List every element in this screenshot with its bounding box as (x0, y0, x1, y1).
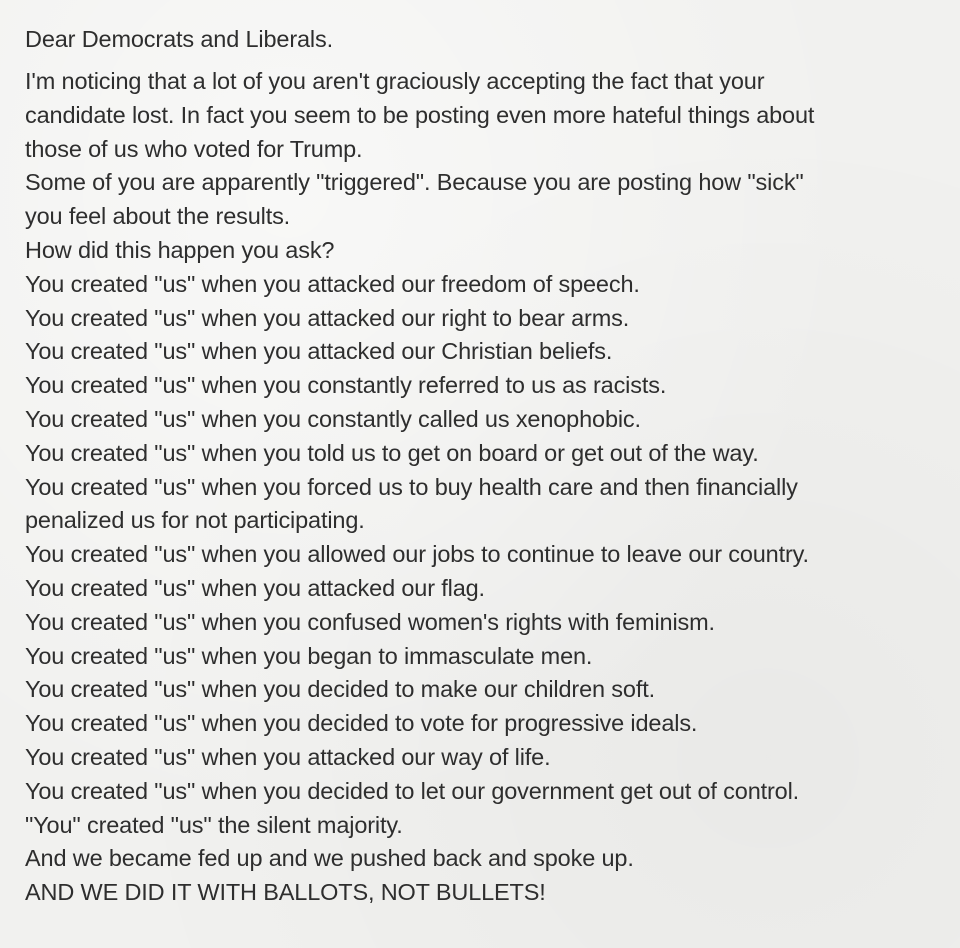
text-line: You created "us" when you constantly called us xenophobic. (25, 405, 641, 432)
text-line: You created "us" when you constantly referred to us as racists. (25, 372, 667, 399)
text-line: How did this happen you ask? (25, 236, 335, 263)
text-line: You created "us" when you confused women's rights with feminism. (25, 608, 715, 635)
text-line: "You" created "us" the silent majority. (25, 811, 403, 838)
text-line: you feel about the results. (25, 203, 291, 230)
text-line: And we became fed up and we pushed back and spoke up. (25, 845, 634, 872)
text-line: You created "us" when you decided to let our government get out of control. (25, 777, 800, 804)
text-line: You created "us" when you told us to get on board or get out of the way. (25, 439, 759, 466)
text-line: You created "us" when you decided to vote for progressive ideals. (25, 710, 698, 737)
text-line: You created "us" when you began to immasculate men. (25, 642, 593, 669)
text-line: You created "us" when you attacked our right to bear arms. (25, 304, 630, 331)
salutation: Dear Democrats and Liberals. (25, 26, 333, 52)
text-line: You created "us" when you attacked our freedom of speech. (25, 270, 640, 297)
post-body (25, 65, 940, 910)
text-line: You created "us" when you allowed our jobs to continue to leave our country. (25, 541, 809, 568)
text-line: You created "us" when you forced us to buy health care and then financially (25, 473, 798, 500)
text-line: You created "us" when you attacked our Christian beliefs. (25, 338, 613, 365)
text-line: You created "us" when you decided to make our children soft. (25, 676, 655, 703)
text-line: I'm noticing that a lot of you aren't graciously accepting the fact that your (25, 68, 765, 94)
text-line: AND WE DID IT WITH BALLOTS, NOT BULLETS! (25, 879, 546, 906)
text-line: Some of you are apparently "triggered". Because you are posting how "sick" (25, 169, 804, 196)
text-line: penalized us for not participating. (25, 507, 365, 534)
text-line: candidate lost. In fact you seem to be posting even more hateful things about (25, 101, 815, 128)
text-line: You created "us" when you attacked our way of life. (25, 743, 551, 770)
text-line: You created "us" when you attacked our flag. (25, 574, 485, 601)
text-line: those of us who voted for Trump. (25, 135, 363, 162)
